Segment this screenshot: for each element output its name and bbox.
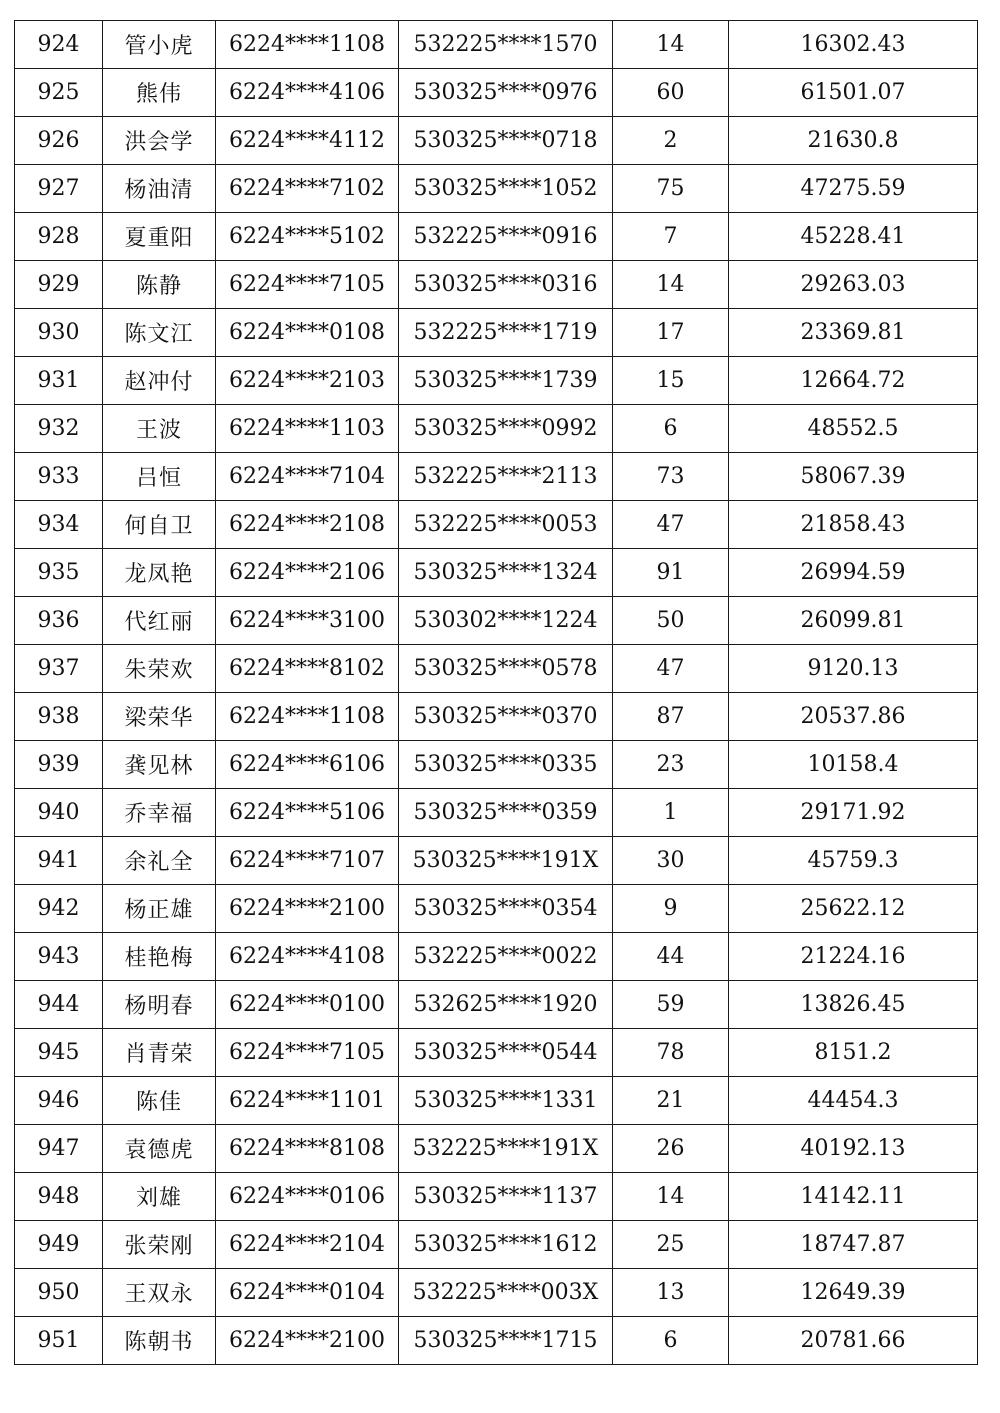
serial-number-cell: 933 xyxy=(15,453,103,501)
name-cell: 梁荣华 xyxy=(103,693,216,741)
serial-number-cell: 943 xyxy=(15,933,103,981)
bank-card-cell: 6224****1108 xyxy=(216,21,399,69)
table-row xyxy=(15,213,978,261)
count-cell: 13 xyxy=(613,1269,729,1317)
id-number-cell: 530325****1137 xyxy=(399,1173,613,1221)
table-row xyxy=(15,1269,978,1317)
bank-card-cell: 6224****7102 xyxy=(216,165,399,213)
bank-card-cell: 6224****0104 xyxy=(216,1269,399,1317)
serial-number-cell: 929 xyxy=(15,261,103,309)
bank-card-cell: 6224****2106 xyxy=(216,549,399,597)
id-number-cell: 530325****0976 xyxy=(399,69,613,117)
bank-card-cell: 6224****8102 xyxy=(216,645,399,693)
serial-number-cell: 938 xyxy=(15,693,103,741)
name-cell: 杨正雄 xyxy=(103,885,216,933)
table-row xyxy=(15,597,978,645)
count-cell: 17 xyxy=(613,309,729,357)
amount-cell: 12664.72 xyxy=(729,357,978,405)
id-number-cell: 530325****1612 xyxy=(399,1221,613,1269)
id-number-cell: 532225****1719 xyxy=(399,309,613,357)
count-cell: 44 xyxy=(613,933,729,981)
count-cell: 87 xyxy=(613,693,729,741)
name-cell: 杨油清 xyxy=(103,165,216,213)
bank-card-cell: 6224****0108 xyxy=(216,309,399,357)
amount-cell: 21630.8 xyxy=(729,117,978,165)
name-cell: 王双永 xyxy=(103,1269,216,1317)
count-cell: 23 xyxy=(613,741,729,789)
id-number-cell: 532225****2113 xyxy=(399,453,613,501)
id-number-cell: 532225****0916 xyxy=(399,213,613,261)
table-row xyxy=(15,1029,978,1077)
serial-number-cell: 934 xyxy=(15,501,103,549)
count-cell: 9 xyxy=(613,885,729,933)
serial-number-cell: 932 xyxy=(15,405,103,453)
amount-cell: 29263.03 xyxy=(729,261,978,309)
table-row xyxy=(15,453,978,501)
id-number-cell: 530302****1224 xyxy=(399,597,613,645)
bank-card-cell: 6224****6106 xyxy=(216,741,399,789)
serial-number-cell: 941 xyxy=(15,837,103,885)
serial-number-cell: 946 xyxy=(15,1077,103,1125)
bank-card-cell: 6224****2104 xyxy=(216,1221,399,1269)
table-row xyxy=(15,1317,978,1365)
id-number-cell: 532625****1920 xyxy=(399,981,613,1029)
table-row xyxy=(15,789,978,837)
count-cell: 2 xyxy=(613,117,729,165)
count-cell: 47 xyxy=(613,645,729,693)
table-row xyxy=(15,837,978,885)
serial-number-cell: 936 xyxy=(15,597,103,645)
serial-number-cell: 945 xyxy=(15,1029,103,1077)
name-cell: 赵冲付 xyxy=(103,357,216,405)
serial-number-cell: 926 xyxy=(15,117,103,165)
count-cell: 47 xyxy=(613,501,729,549)
amount-cell: 58067.39 xyxy=(729,453,978,501)
count-cell: 75 xyxy=(613,165,729,213)
name-cell: 袁德虎 xyxy=(103,1125,216,1173)
id-number-cell: 530325****0544 xyxy=(399,1029,613,1077)
table-row xyxy=(15,261,978,309)
table-row xyxy=(15,21,978,69)
name-cell: 王波 xyxy=(103,405,216,453)
name-cell: 龙凤艳 xyxy=(103,549,216,597)
table-row xyxy=(15,501,978,549)
table-row xyxy=(15,693,978,741)
name-cell: 何自卫 xyxy=(103,501,216,549)
name-cell: 熊伟 xyxy=(103,69,216,117)
id-number-cell: 532225****0022 xyxy=(399,933,613,981)
count-cell: 73 xyxy=(613,453,729,501)
id-number-cell: 530325****0335 xyxy=(399,741,613,789)
name-cell: 夏重阳 xyxy=(103,213,216,261)
serial-number-cell: 937 xyxy=(15,645,103,693)
table-row xyxy=(15,117,978,165)
serial-number-cell: 931 xyxy=(15,357,103,405)
count-cell: 26 xyxy=(613,1125,729,1173)
table-row xyxy=(15,933,978,981)
table-row xyxy=(15,549,978,597)
count-cell: 60 xyxy=(613,69,729,117)
bank-card-cell: 6224****2103 xyxy=(216,357,399,405)
table-row xyxy=(15,1077,978,1125)
bank-card-cell: 6224****7105 xyxy=(216,261,399,309)
count-cell: 30 xyxy=(613,837,729,885)
count-cell: 15 xyxy=(613,357,729,405)
amount-cell: 29171.92 xyxy=(729,789,978,837)
id-number-cell: 530325****1052 xyxy=(399,165,613,213)
amount-cell: 21224.16 xyxy=(729,933,978,981)
id-number-cell: 530325****0992 xyxy=(399,405,613,453)
amount-cell: 10158.4 xyxy=(729,741,978,789)
serial-number-cell: 940 xyxy=(15,789,103,837)
id-number-cell: 530325****0718 xyxy=(399,117,613,165)
bank-card-cell: 6224****1108 xyxy=(216,693,399,741)
amount-cell: 44454.3 xyxy=(729,1077,978,1125)
name-cell: 龚见林 xyxy=(103,741,216,789)
amount-cell: 40192.13 xyxy=(729,1125,978,1173)
table-row xyxy=(15,1221,978,1269)
id-number-cell: 530325****1324 xyxy=(399,549,613,597)
name-cell: 陈朝书 xyxy=(103,1317,216,1365)
bank-card-cell: 6224****5106 xyxy=(216,789,399,837)
table-row xyxy=(15,309,978,357)
id-number-cell: 530325****1715 xyxy=(399,1317,613,1365)
bank-card-cell: 6224****8108 xyxy=(216,1125,399,1173)
serial-number-cell: 925 xyxy=(15,69,103,117)
amount-cell: 20781.66 xyxy=(729,1317,978,1365)
table-row xyxy=(15,165,978,213)
count-cell: 7 xyxy=(613,213,729,261)
count-cell: 91 xyxy=(613,549,729,597)
table-row xyxy=(15,741,978,789)
amount-cell: 21858.43 xyxy=(729,501,978,549)
count-cell: 6 xyxy=(613,405,729,453)
name-cell: 陈静 xyxy=(103,261,216,309)
name-cell: 乔幸福 xyxy=(103,789,216,837)
bank-card-cell: 6224****1103 xyxy=(216,405,399,453)
amount-cell: 9120.13 xyxy=(729,645,978,693)
amount-cell: 26099.81 xyxy=(729,597,978,645)
id-number-cell: 532225****0053 xyxy=(399,501,613,549)
bank-card-cell: 6224****0106 xyxy=(216,1173,399,1221)
table-row xyxy=(15,1125,978,1173)
table-body xyxy=(15,21,978,1365)
name-cell: 张荣刚 xyxy=(103,1221,216,1269)
amount-cell: 47275.59 xyxy=(729,165,978,213)
id-number-cell: 532225****191X xyxy=(399,1125,613,1173)
name-cell: 洪会学 xyxy=(103,117,216,165)
name-cell: 桂艳梅 xyxy=(103,933,216,981)
count-cell: 50 xyxy=(613,597,729,645)
name-cell: 刘雄 xyxy=(103,1173,216,1221)
name-cell: 朱荣欢 xyxy=(103,645,216,693)
count-cell: 14 xyxy=(613,261,729,309)
bank-card-cell: 6224****2108 xyxy=(216,501,399,549)
id-number-cell: 530325****0370 xyxy=(399,693,613,741)
name-cell: 余礼全 xyxy=(103,837,216,885)
serial-number-cell: 930 xyxy=(15,309,103,357)
bank-card-cell: 6224****0100 xyxy=(216,981,399,1029)
table-row xyxy=(15,1173,978,1221)
serial-number-cell: 944 xyxy=(15,981,103,1029)
serial-number-cell: 928 xyxy=(15,213,103,261)
count-cell: 1 xyxy=(613,789,729,837)
serial-number-cell: 949 xyxy=(15,1221,103,1269)
amount-cell: 18747.87 xyxy=(729,1221,978,1269)
table-row xyxy=(15,981,978,1029)
table-row xyxy=(15,357,978,405)
count-cell: 14 xyxy=(613,1173,729,1221)
name-cell: 杨明春 xyxy=(103,981,216,1029)
serial-number-cell: 947 xyxy=(15,1125,103,1173)
amount-cell: 26994.59 xyxy=(729,549,978,597)
amount-cell: 23369.81 xyxy=(729,309,978,357)
count-cell: 59 xyxy=(613,981,729,1029)
id-number-cell: 530325****0354 xyxy=(399,885,613,933)
bank-card-cell: 6224****2100 xyxy=(216,1317,399,1365)
table-row xyxy=(15,885,978,933)
beneficiary-table xyxy=(14,20,978,1365)
amount-cell: 12649.39 xyxy=(729,1269,978,1317)
count-cell: 25 xyxy=(613,1221,729,1269)
serial-number-cell: 948 xyxy=(15,1173,103,1221)
id-number-cell: 530325****1739 xyxy=(399,357,613,405)
bank-card-cell: 6224****7107 xyxy=(216,837,399,885)
amount-cell: 8151.2 xyxy=(729,1029,978,1077)
serial-number-cell: 924 xyxy=(15,21,103,69)
bank-card-cell: 6224****7104 xyxy=(216,453,399,501)
bank-card-cell: 6224****4108 xyxy=(216,933,399,981)
serial-number-cell: 951 xyxy=(15,1317,103,1365)
id-number-cell: 530325****0578 xyxy=(399,645,613,693)
name-cell: 吕恒 xyxy=(103,453,216,501)
amount-cell: 25622.12 xyxy=(729,885,978,933)
table-row xyxy=(15,405,978,453)
serial-number-cell: 939 xyxy=(15,741,103,789)
bank-card-cell: 6224****5102 xyxy=(216,213,399,261)
amount-cell: 45759.3 xyxy=(729,837,978,885)
name-cell: 管小虎 xyxy=(103,21,216,69)
amount-cell: 13826.45 xyxy=(729,981,978,1029)
id-number-cell: 530325****0316 xyxy=(399,261,613,309)
table-row xyxy=(15,645,978,693)
count-cell: 6 xyxy=(613,1317,729,1365)
serial-number-cell: 927 xyxy=(15,165,103,213)
id-number-cell: 532225****1570 xyxy=(399,21,613,69)
name-cell: 陈文江 xyxy=(103,309,216,357)
amount-cell: 48552.5 xyxy=(729,405,978,453)
bank-card-cell: 6224****7105 xyxy=(216,1029,399,1077)
count-cell: 14 xyxy=(613,21,729,69)
name-cell: 陈佳 xyxy=(103,1077,216,1125)
count-cell: 78 xyxy=(613,1029,729,1077)
amount-cell: 45228.41 xyxy=(729,213,978,261)
id-number-cell: 530325****0359 xyxy=(399,789,613,837)
amount-cell: 61501.07 xyxy=(729,69,978,117)
id-number-cell: 532225****003X xyxy=(399,1269,613,1317)
serial-number-cell: 935 xyxy=(15,549,103,597)
amount-cell: 16302.43 xyxy=(729,21,978,69)
amount-cell: 20537.86 xyxy=(729,693,978,741)
bank-card-cell: 6224****4106 xyxy=(216,69,399,117)
table-row xyxy=(15,69,978,117)
bank-card-cell: 6224****2100 xyxy=(216,885,399,933)
id-number-cell: 530325****191X xyxy=(399,837,613,885)
bank-card-cell: 6224****4112 xyxy=(216,117,399,165)
count-cell: 21 xyxy=(613,1077,729,1125)
bank-card-cell: 6224****1101 xyxy=(216,1077,399,1125)
serial-number-cell: 950 xyxy=(15,1269,103,1317)
serial-number-cell: 942 xyxy=(15,885,103,933)
name-cell: 肖青荣 xyxy=(103,1029,216,1077)
bank-card-cell: 6224****3100 xyxy=(216,597,399,645)
amount-cell: 14142.11 xyxy=(729,1173,978,1221)
name-cell: 代红丽 xyxy=(103,597,216,645)
id-number-cell: 530325****1331 xyxy=(399,1077,613,1125)
